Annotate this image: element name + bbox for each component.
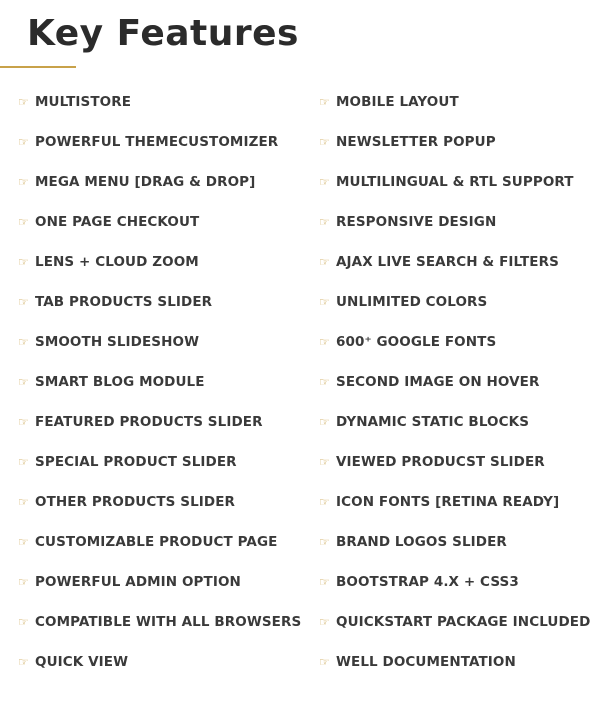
- feature-label: FEATURED PRODUCTS SLIDER: [35, 414, 263, 430]
- pointing-hand-icon: ☞: [319, 495, 330, 509]
- pointing-hand-icon: ☞: [18, 215, 29, 229]
- features-list-left: [18, 82, 308, 682]
- feature-label: ICON FONTS [RETINA READY]: [336, 494, 560, 510]
- feature-label: POWERFUL ADMIN OPTION: [35, 574, 241, 590]
- feature-item: [319, 282, 609, 322]
- feature-label: OTHER PRODUCTS SLIDER: [35, 494, 236, 510]
- feature-label: ONE PAGE CHECKOUT: [35, 214, 200, 230]
- feature-label: LENS + CLOUD ZOOM: [35, 254, 199, 270]
- feature-item: [319, 82, 609, 122]
- pointing-hand-icon: ☞: [319, 255, 330, 269]
- feature-item: [18, 242, 308, 282]
- feature-label: SECOND IMAGE ON HOVER: [336, 374, 540, 390]
- pointing-hand-icon: ☞: [18, 575, 29, 589]
- title-underline: [0, 66, 76, 68]
- feature-label: UNLIMITED COLORS: [336, 294, 488, 310]
- pointing-hand-icon: ☞: [319, 455, 330, 469]
- pointing-hand-icon: ☞: [18, 175, 29, 189]
- pointing-hand-icon: ☞: [18, 655, 29, 669]
- feature-item: [319, 602, 609, 642]
- pointing-hand-icon: ☞: [18, 375, 29, 389]
- feature-label: SMOOTH SLIDESHOW: [35, 334, 200, 350]
- pointing-hand-icon: ☞: [18, 455, 29, 469]
- feature-item: [18, 602, 308, 642]
- feature-item: [18, 282, 308, 322]
- feature-item: [18, 522, 308, 562]
- feature-label: MULTILINGUAL & RTL SUPPORT: [336, 174, 574, 190]
- feature-item: [319, 562, 609, 602]
- pointing-hand-icon: ☞: [18, 615, 29, 629]
- feature-item: [18, 642, 308, 682]
- pointing-hand-icon: ☞: [319, 615, 330, 629]
- feature-label: RESPONSIVE DESIGN: [336, 214, 497, 230]
- pointing-hand-icon: ☞: [18, 135, 29, 149]
- feature-item: [319, 642, 609, 682]
- feature-item: [319, 482, 609, 522]
- feature-item: [319, 402, 609, 442]
- feature-item: [319, 202, 609, 242]
- feature-label: MEGA MENU [DRAG & DROP]: [35, 174, 256, 190]
- feature-item: [319, 162, 609, 202]
- features-list-right: [319, 82, 609, 682]
- feature-item: [319, 242, 609, 282]
- feature-label: NEWSLETTER POPUP: [336, 134, 496, 150]
- feature-item: [18, 162, 308, 202]
- pointing-hand-icon: ☞: [319, 95, 330, 109]
- feature-item: [319, 442, 609, 482]
- feature-item: [319, 322, 609, 362]
- feature-label: BOOTSTRAP 4.X + CSS3: [336, 574, 519, 590]
- pointing-hand-icon: ☞: [319, 655, 330, 669]
- page-title: Key Features: [27, 13, 299, 54]
- feature-label: WELL DOCUMENTATION: [336, 654, 516, 670]
- pointing-hand-icon: ☞: [18, 535, 29, 549]
- feature-item: [18, 402, 308, 442]
- pointing-hand-icon: ☞: [18, 295, 29, 309]
- feature-label: QUICK VIEW: [35, 654, 129, 670]
- pointing-hand-icon: ☞: [319, 375, 330, 389]
- feature-item: [319, 122, 609, 162]
- pointing-hand-icon: ☞: [18, 95, 29, 109]
- feature-label: SPECIAL PRODUCT SLIDER: [35, 454, 237, 470]
- feature-label: COMPATIBLE WITH ALL BROWSERS: [35, 614, 302, 630]
- feature-label: BRAND LOGOS SLIDER: [336, 534, 507, 550]
- pointing-hand-icon: ☞: [18, 495, 29, 509]
- feature-label: AJAX LIVE SEARCH & FILTERS: [336, 254, 559, 270]
- feature-label: DYNAMIC STATIC BLOCKS: [336, 414, 530, 430]
- feature-item: [18, 562, 308, 602]
- feature-item: [18, 122, 308, 162]
- pointing-hand-icon: ☞: [319, 415, 330, 429]
- pointing-hand-icon: ☞: [319, 335, 330, 349]
- feature-item: [18, 202, 308, 242]
- feature-label: MOBILE LAYOUT: [336, 94, 459, 110]
- pointing-hand-icon: ☞: [319, 215, 330, 229]
- feature-label: CUSTOMIZABLE PRODUCT PAGE: [35, 534, 278, 550]
- feature-label: VIEWED PRODUCST SLIDER: [336, 454, 545, 470]
- pointing-hand-icon: ☞: [319, 135, 330, 149]
- feature-label: MULTISTORE: [35, 94, 132, 110]
- feature-label: POWERFUL THEMECUSTOMIZER: [35, 134, 279, 150]
- feature-item: [18, 482, 308, 522]
- feature-item: [18, 322, 308, 362]
- pointing-hand-icon: ☞: [319, 535, 330, 549]
- feature-item: [319, 522, 609, 562]
- pointing-hand-icon: ☞: [18, 335, 29, 349]
- feature-item: [319, 362, 609, 402]
- feature-item: [18, 82, 308, 122]
- feature-label: TAB PRODUCTS SLIDER: [35, 294, 213, 310]
- pointing-hand-icon: ☞: [319, 295, 330, 309]
- feature-item: [18, 362, 308, 402]
- pointing-hand-icon: ☞: [18, 415, 29, 429]
- feature-label: QUICKSTART PACKAGE INCLUDED: [336, 614, 591, 630]
- feature-label: SMART BLOG MODULE: [35, 374, 205, 390]
- pointing-hand-icon: ☞: [319, 575, 330, 589]
- feature-label: 600⁺ GOOGLE FONTS: [336, 334, 497, 350]
- pointing-hand-icon: ☞: [319, 175, 330, 189]
- feature-item: [18, 442, 308, 482]
- pointing-hand-icon: ☞: [18, 255, 29, 269]
